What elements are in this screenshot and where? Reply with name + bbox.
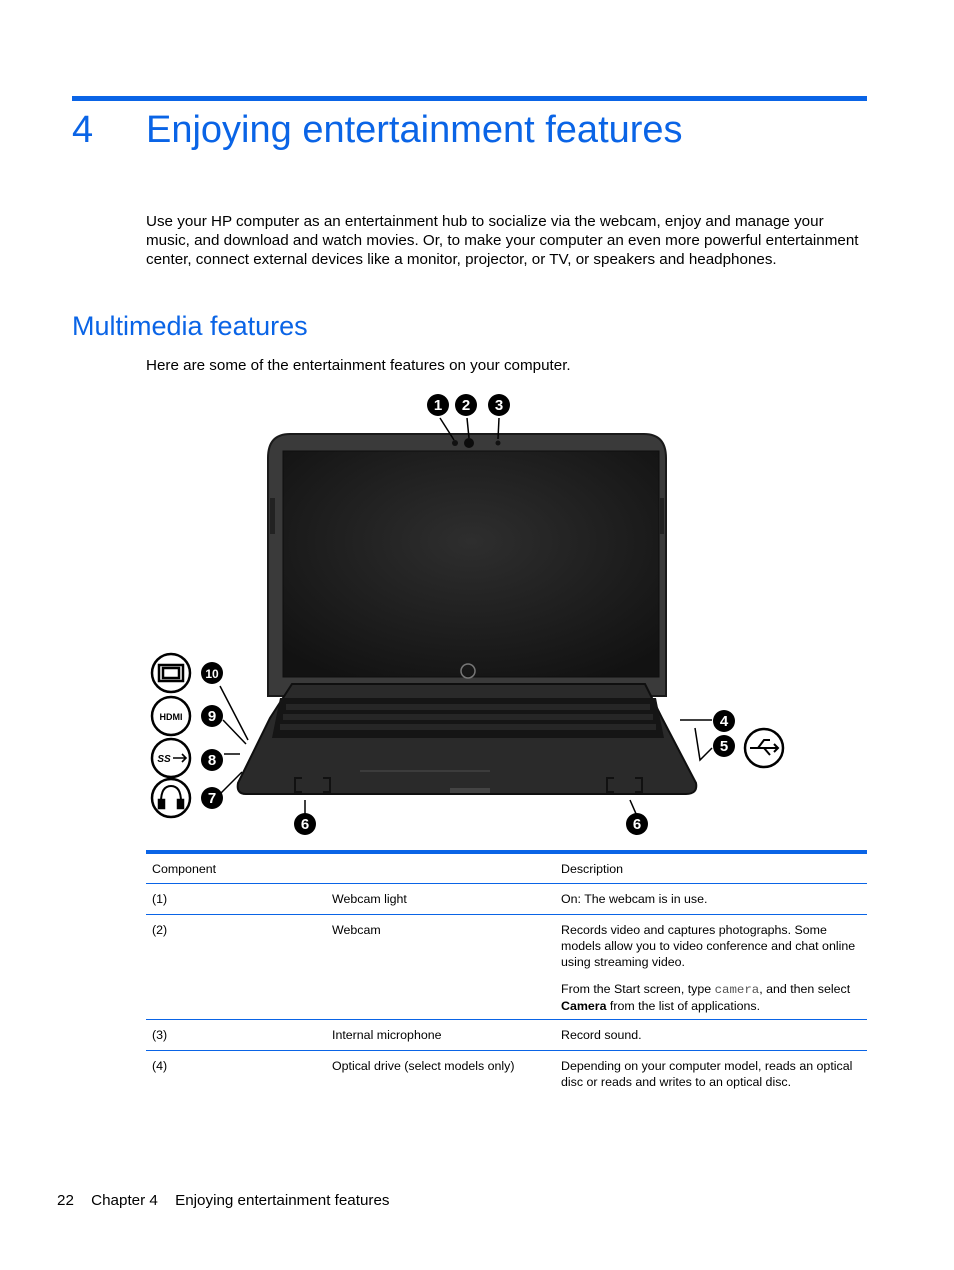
usb3-port-icon bbox=[152, 739, 190, 777]
row-name: Webcam light bbox=[332, 892, 407, 906]
row-id: (1) bbox=[152, 892, 168, 906]
row-desc: On: The webcam is in use. bbox=[561, 892, 708, 906]
headphone-jack-icon bbox=[152, 779, 190, 817]
chapter-title: Enjoying entertainment features bbox=[146, 109, 683, 151]
svg-text:6: 6 bbox=[632, 816, 642, 833]
footer-chapter: Chapter 4 bbox=[91, 1192, 158, 1209]
table-row bbox=[146, 884, 867, 915]
row-desc-para1: Records video and captures photographs. Some models allow you to video conference and chat online using streaming video. bbox=[561, 923, 856, 969]
svg-text:1: 1 bbox=[433, 397, 443, 414]
row-id: (3) bbox=[152, 1028, 168, 1042]
svg-text:5: 5 bbox=[719, 738, 729, 755]
intro-paragraph: Use your HP computer as an entertainment hub to socialize via the webcam, enjoy and manage your music, and download and watch movies. Or, to make your computer an even more powerful entertainment center, connect external devices like a monitor, projector, or TV, or speakers and headphones. bbox=[146, 213, 859, 269]
callout-6b bbox=[626, 813, 648, 835]
row-name: Optical drive (select models only) bbox=[332, 1059, 515, 1073]
callout-9 bbox=[201, 705, 223, 727]
table-row bbox=[146, 1051, 867, 1101]
row-id: (2) bbox=[152, 923, 168, 937]
svg-text:8: 8 bbox=[207, 752, 217, 769]
section-heading: Multimedia features bbox=[72, 311, 308, 341]
callout-10 bbox=[201, 662, 223, 684]
laptop-lid bbox=[268, 434, 666, 696]
laptop-figure bbox=[140, 388, 800, 843]
svg-text:7: 7 bbox=[207, 790, 217, 807]
svg-text:SS: SS bbox=[157, 754, 171, 765]
chapter-number: 4 bbox=[72, 109, 94, 151]
row-desc: Depending on your computer model, reads an optical disc or reads and writes to an optical disc. bbox=[561, 1059, 853, 1089]
header-description: Description bbox=[561, 862, 623, 876]
row-id: (4) bbox=[152, 1059, 168, 1073]
callout-8 bbox=[201, 749, 223, 771]
chapter-rule bbox=[72, 96, 867, 101]
callout-2 bbox=[455, 394, 477, 416]
row-desc bbox=[561, 922, 867, 1014]
usb-port-icon bbox=[745, 729, 783, 767]
row-desc: Record sound. bbox=[561, 1028, 642, 1042]
laptop-base bbox=[238, 684, 697, 794]
row-name: Webcam bbox=[332, 923, 381, 937]
svg-text:2: 2 bbox=[461, 397, 471, 414]
monitor-port-icon bbox=[152, 654, 190, 692]
callout-3 bbox=[488, 394, 510, 416]
svg-text:10: 10 bbox=[205, 667, 219, 681]
table-row bbox=[146, 1020, 867, 1051]
callout-5 bbox=[713, 735, 735, 757]
section-lead: Here are some of the entertainment features on your computer. bbox=[146, 357, 571, 374]
components-table bbox=[146, 850, 867, 1101]
callout-1 bbox=[427, 394, 449, 416]
callout-6a bbox=[294, 813, 316, 835]
table-header bbox=[146, 850, 867, 884]
svg-text:HDMI: HDMI bbox=[159, 712, 183, 722]
row-desc-para2: From the Start screen, type camera, and then select Camera from the list of applications. bbox=[561, 982, 851, 1013]
callout-7 bbox=[201, 787, 223, 809]
page-number: 22 bbox=[57, 1192, 74, 1209]
svg-text:4: 4 bbox=[719, 713, 729, 730]
callout-4 bbox=[713, 710, 735, 732]
hdmi-port-icon bbox=[152, 697, 190, 735]
page-footer bbox=[57, 1191, 403, 1210]
svg-text:9: 9 bbox=[207, 708, 217, 725]
footer-title: Enjoying entertainment features bbox=[175, 1192, 390, 1209]
row-name: Internal microphone bbox=[332, 1028, 442, 1042]
svg-text:3: 3 bbox=[494, 397, 504, 414]
svg-text:6: 6 bbox=[300, 816, 310, 833]
header-component: Component bbox=[152, 862, 217, 876]
table-row bbox=[146, 915, 867, 1020]
